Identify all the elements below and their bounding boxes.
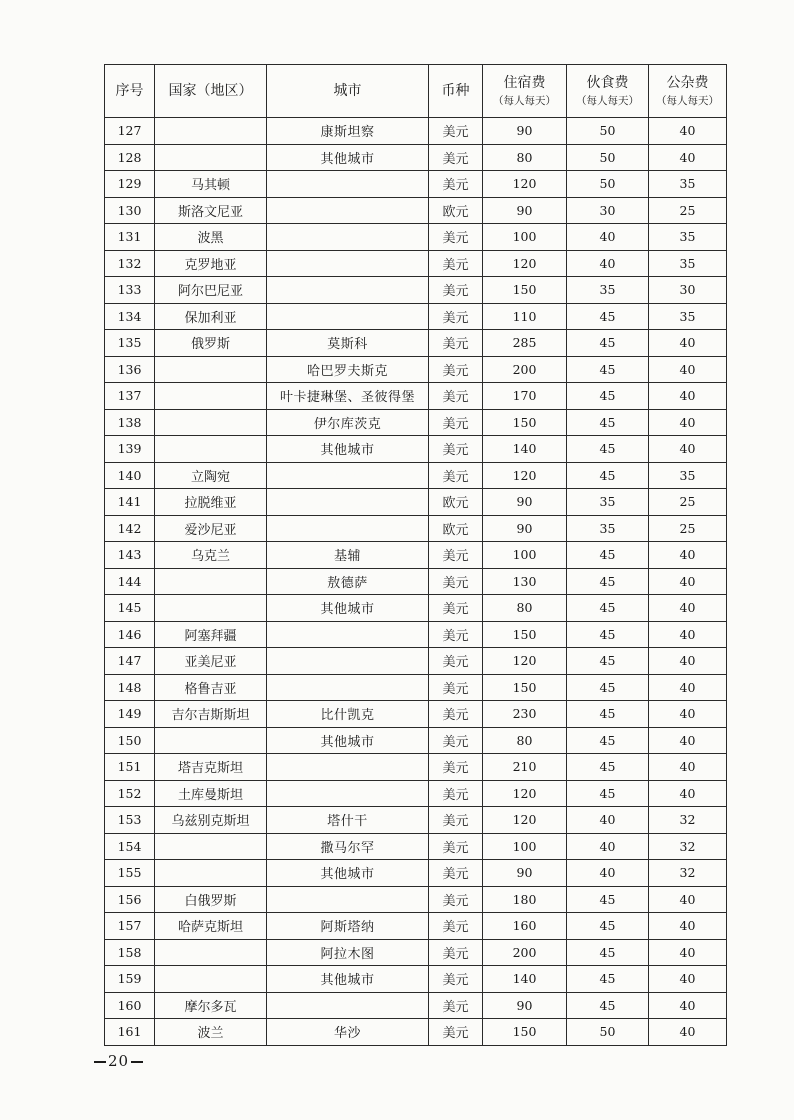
cell-meals: 30 (567, 197, 649, 224)
cell-misc: 40 (649, 383, 727, 410)
cell-city: 阿斯塔纳 (267, 913, 429, 940)
cell-currency: 欧元 (429, 197, 483, 224)
cell-lodging: 230 (483, 701, 567, 728)
cell-lodging: 120 (483, 250, 567, 277)
cell-lodging: 150 (483, 1019, 567, 1046)
cell-lodging: 90 (483, 860, 567, 887)
cell-lodging: 100 (483, 224, 567, 251)
cell-currency: 美元 (429, 595, 483, 622)
cell-country: 吉尔吉斯斯坦 (155, 701, 267, 728)
cell-country: 立陶宛 (155, 462, 267, 489)
expense-standards-table-container (104, 64, 726, 1046)
cell-country: 阿尔巴尼亚 (155, 277, 267, 304)
cell-meals: 45 (567, 436, 649, 463)
cell-meals: 45 (567, 701, 649, 728)
header-country: 国家（地区） (155, 65, 267, 118)
table-row (105, 992, 727, 1019)
cell-currency: 欧元 (429, 515, 483, 542)
cell-no: 130 (105, 197, 155, 224)
cell-misc: 40 (649, 621, 727, 648)
cell-meals: 45 (567, 727, 649, 754)
cell-no: 160 (105, 992, 155, 1019)
cell-meals: 45 (567, 648, 649, 675)
cell-no: 152 (105, 780, 155, 807)
table-row (105, 489, 727, 516)
cell-city (267, 171, 429, 198)
cell-city (267, 277, 429, 304)
cell-misc: 32 (649, 807, 727, 834)
cell-currency: 美元 (429, 780, 483, 807)
cell-city (267, 621, 429, 648)
table-row (105, 330, 727, 357)
table-body (105, 118, 727, 1046)
cell-country: 马其顿 (155, 171, 267, 198)
cell-misc: 40 (649, 595, 727, 622)
table-row (105, 807, 727, 834)
cell-meals: 45 (567, 966, 649, 993)
cell-currency: 美元 (429, 913, 483, 940)
header-currency: 币种 (429, 65, 483, 118)
cell-no: 161 (105, 1019, 155, 1046)
cell-meals: 45 (567, 754, 649, 781)
cell-lodging: 90 (483, 992, 567, 1019)
cell-misc: 35 (649, 250, 727, 277)
cell-country (155, 939, 267, 966)
table-row (105, 674, 727, 701)
table-row (105, 966, 727, 993)
header-meals: 伙食费 （每人每天） (567, 65, 649, 118)
cell-country (155, 727, 267, 754)
table-row (105, 118, 727, 145)
cell-currency: 美元 (429, 250, 483, 277)
cell-meals: 45 (567, 913, 649, 940)
cell-country: 亚美尼亚 (155, 648, 267, 675)
cell-city: 莫斯科 (267, 330, 429, 357)
cell-lodging: 90 (483, 197, 567, 224)
cell-lodging: 130 (483, 568, 567, 595)
cell-no: 145 (105, 595, 155, 622)
cell-city: 其他城市 (267, 144, 429, 171)
table-row (105, 568, 727, 595)
table-row (105, 860, 727, 887)
cell-misc: 40 (649, 913, 727, 940)
cell-city: 其他城市 (267, 436, 429, 463)
cell-lodging: 160 (483, 913, 567, 940)
cell-misc: 35 (649, 462, 727, 489)
cell-misc: 40 (649, 701, 727, 728)
cell-city (267, 674, 429, 701)
cell-currency: 美元 (429, 701, 483, 728)
cell-city: 其他城市 (267, 595, 429, 622)
cell-no: 157 (105, 913, 155, 940)
cell-lodging: 100 (483, 542, 567, 569)
cell-city (267, 250, 429, 277)
cell-no: 155 (105, 860, 155, 887)
table-row (105, 303, 727, 330)
cell-misc: 35 (649, 303, 727, 330)
cell-no: 159 (105, 966, 155, 993)
cell-currency: 美元 (429, 648, 483, 675)
cell-currency: 美元 (429, 118, 483, 145)
cell-no: 144 (105, 568, 155, 595)
cell-country: 摩尔多瓦 (155, 992, 267, 1019)
table-row (105, 913, 727, 940)
cell-city: 华沙 (267, 1019, 429, 1046)
cell-city (267, 515, 429, 542)
cell-meals: 40 (567, 860, 649, 887)
cell-currency: 美元 (429, 992, 483, 1019)
cell-city: 康斯坦察 (267, 118, 429, 145)
cell-lodging: 80 (483, 595, 567, 622)
cell-no: 136 (105, 356, 155, 383)
cell-misc: 32 (649, 833, 727, 860)
cell-no: 146 (105, 621, 155, 648)
cell-lodging: 140 (483, 966, 567, 993)
cell-country: 斯洛文尼亚 (155, 197, 267, 224)
cell-no: 147 (105, 648, 155, 675)
cell-meals: 40 (567, 250, 649, 277)
table-row (105, 780, 727, 807)
cell-lodging: 200 (483, 939, 567, 966)
cell-currency: 美元 (429, 171, 483, 198)
table-row (105, 1019, 727, 1046)
cell-currency: 美元 (429, 727, 483, 754)
cell-city: 敖德萨 (267, 568, 429, 595)
cell-lodging: 110 (483, 303, 567, 330)
cell-country: 俄罗斯 (155, 330, 267, 357)
cell-currency: 美元 (429, 330, 483, 357)
cell-misc: 40 (649, 436, 727, 463)
cell-country: 哈萨克斯坦 (155, 913, 267, 940)
cell-currency: 美元 (429, 303, 483, 330)
cell-city (267, 197, 429, 224)
cell-no: 131 (105, 224, 155, 251)
cell-country: 保加利亚 (155, 303, 267, 330)
cell-no: 135 (105, 330, 155, 357)
cell-no: 143 (105, 542, 155, 569)
cell-currency: 美元 (429, 939, 483, 966)
cell-currency: 美元 (429, 860, 483, 887)
table-row (105, 754, 727, 781)
cell-misc: 40 (649, 674, 727, 701)
cell-country: 格鲁吉亚 (155, 674, 267, 701)
cell-meals: 40 (567, 807, 649, 834)
cell-city: 叶卡捷琳堡、圣彼得堡 (267, 383, 429, 410)
cell-country: 爱沙尼亚 (155, 515, 267, 542)
cell-city: 塔什干 (267, 807, 429, 834)
cell-country (155, 436, 267, 463)
cell-meals: 45 (567, 303, 649, 330)
cell-lodging: 80 (483, 727, 567, 754)
header-row (105, 65, 727, 118)
cell-misc: 40 (649, 144, 727, 171)
cell-lodging: 90 (483, 515, 567, 542)
cell-meals: 35 (567, 515, 649, 542)
cell-meals: 45 (567, 356, 649, 383)
cell-no: 133 (105, 277, 155, 304)
cell-meals: 45 (567, 330, 649, 357)
cell-meals: 45 (567, 674, 649, 701)
cell-currency: 美元 (429, 1019, 483, 1046)
cell-city (267, 886, 429, 913)
cell-misc: 40 (649, 992, 727, 1019)
cell-misc: 40 (649, 754, 727, 781)
cell-lodging: 90 (483, 489, 567, 516)
table-row (105, 356, 727, 383)
cell-currency: 美元 (429, 383, 483, 410)
cell-currency: 美元 (429, 542, 483, 569)
cell-city: 基辅 (267, 542, 429, 569)
table-row (105, 436, 727, 463)
cell-country (155, 383, 267, 410)
cell-no: 138 (105, 409, 155, 436)
cell-lodging: 120 (483, 648, 567, 675)
cell-misc: 40 (649, 118, 727, 145)
cell-misc: 40 (649, 409, 727, 436)
cell-country (155, 833, 267, 860)
cell-meals: 45 (567, 462, 649, 489)
cell-lodging: 180 (483, 886, 567, 913)
cell-lodging: 120 (483, 462, 567, 489)
cell-country: 土库曼斯坦 (155, 780, 267, 807)
cell-city (267, 780, 429, 807)
table-row (105, 939, 727, 966)
cell-misc: 40 (649, 330, 727, 357)
cell-lodging: 200 (483, 356, 567, 383)
cell-country: 克罗地亚 (155, 250, 267, 277)
cell-city (267, 754, 429, 781)
cell-misc: 40 (649, 780, 727, 807)
cell-lodging: 150 (483, 409, 567, 436)
cell-city: 哈巴罗夫斯克 (267, 356, 429, 383)
cell-city (267, 303, 429, 330)
table-row (105, 224, 727, 251)
cell-misc: 40 (649, 356, 727, 383)
cell-no: 148 (105, 674, 155, 701)
table-row (105, 727, 727, 754)
table-row (105, 701, 727, 728)
cell-country (155, 356, 267, 383)
cell-currency: 美元 (429, 144, 483, 171)
cell-no: 153 (105, 807, 155, 834)
cell-misc: 35 (649, 171, 727, 198)
cell-misc: 25 (649, 489, 727, 516)
table-header (105, 65, 727, 118)
cell-country (155, 860, 267, 887)
cell-currency: 美元 (429, 409, 483, 436)
cell-meals: 35 (567, 489, 649, 516)
cell-no: 141 (105, 489, 155, 516)
cell-meals: 45 (567, 886, 649, 913)
cell-country: 白俄罗斯 (155, 886, 267, 913)
header-no: 序号 (105, 65, 155, 118)
cell-no: 154 (105, 833, 155, 860)
cell-misc: 40 (649, 727, 727, 754)
table-row (105, 462, 727, 489)
cell-meals: 45 (567, 542, 649, 569)
cell-lodging: 150 (483, 621, 567, 648)
cell-country: 波黑 (155, 224, 267, 251)
table-row (105, 250, 727, 277)
cell-lodging: 90 (483, 118, 567, 145)
cell-lodging: 150 (483, 674, 567, 701)
header-city: 城市 (267, 65, 429, 118)
cell-country (155, 568, 267, 595)
cell-lodging: 120 (483, 807, 567, 834)
page-number: 20 (92, 1052, 145, 1070)
table-row (105, 886, 727, 913)
table-row (105, 833, 727, 860)
cell-currency: 美元 (429, 674, 483, 701)
cell-meals: 45 (567, 383, 649, 410)
table-row (105, 197, 727, 224)
cell-country: 波兰 (155, 1019, 267, 1046)
cell-no: 149 (105, 701, 155, 728)
cell-misc: 30 (649, 277, 727, 304)
table-row (105, 515, 727, 542)
table-row (105, 648, 727, 675)
cell-misc: 40 (649, 542, 727, 569)
cell-meals: 45 (567, 780, 649, 807)
cell-currency: 欧元 (429, 489, 483, 516)
cell-city: 其他城市 (267, 860, 429, 887)
cell-country (155, 595, 267, 622)
cell-meals: 45 (567, 939, 649, 966)
cell-meals: 45 (567, 621, 649, 648)
cell-misc: 25 (649, 515, 727, 542)
table-row (105, 409, 727, 436)
cell-currency: 美元 (429, 277, 483, 304)
cell-misc: 40 (649, 568, 727, 595)
table-row (105, 542, 727, 569)
cell-lodging: 80 (483, 144, 567, 171)
cell-city (267, 648, 429, 675)
cell-meals: 45 (567, 568, 649, 595)
cell-lodging: 140 (483, 436, 567, 463)
cell-no: 140 (105, 462, 155, 489)
cell-currency: 美元 (429, 436, 483, 463)
cell-country (155, 144, 267, 171)
cell-meals: 45 (567, 595, 649, 622)
cell-no: 127 (105, 118, 155, 145)
cell-meals: 45 (567, 409, 649, 436)
cell-lodging: 150 (483, 277, 567, 304)
cell-lodging: 210 (483, 754, 567, 781)
cell-currency: 美元 (429, 568, 483, 595)
cell-currency: 美元 (429, 754, 483, 781)
cell-lodging: 285 (483, 330, 567, 357)
header-lodging: 住宿费 （每人每天） (483, 65, 567, 118)
cell-currency: 美元 (429, 462, 483, 489)
expense-standards-table (104, 64, 727, 1046)
header-misc: 公杂费 （每人每天） (649, 65, 727, 118)
cell-no: 129 (105, 171, 155, 198)
cell-misc: 40 (649, 1019, 727, 1046)
cell-currency: 美元 (429, 224, 483, 251)
cell-meals: 50 (567, 144, 649, 171)
cell-currency: 美元 (429, 807, 483, 834)
cell-currency: 美元 (429, 833, 483, 860)
cell-lodging: 170 (483, 383, 567, 410)
cell-country: 乌兹别克斯坦 (155, 807, 267, 834)
cell-meals: 50 (567, 118, 649, 145)
cell-no: 151 (105, 754, 155, 781)
cell-country (155, 966, 267, 993)
cell-meals: 50 (567, 171, 649, 198)
cell-no: 150 (105, 727, 155, 754)
cell-misc: 40 (649, 966, 727, 993)
cell-country: 阿塞拜疆 (155, 621, 267, 648)
cell-city: 撒马尔罕 (267, 833, 429, 860)
cell-no: 132 (105, 250, 155, 277)
table-row (105, 277, 727, 304)
cell-meals: 45 (567, 992, 649, 1019)
cell-city (267, 224, 429, 251)
cell-misc: 40 (649, 648, 727, 675)
cell-misc: 35 (649, 224, 727, 251)
cell-meals: 35 (567, 277, 649, 304)
table-row (105, 383, 727, 410)
cell-no: 134 (105, 303, 155, 330)
cell-city (267, 489, 429, 516)
cell-no: 142 (105, 515, 155, 542)
cell-country: 拉脱维亚 (155, 489, 267, 516)
cell-misc: 25 (649, 197, 727, 224)
cell-misc: 32 (649, 860, 727, 887)
cell-country: 塔吉克斯坦 (155, 754, 267, 781)
table-row (105, 171, 727, 198)
cell-city: 比什凯克 (267, 701, 429, 728)
cell-lodging: 120 (483, 780, 567, 807)
cell-meals: 40 (567, 833, 649, 860)
table-row (105, 595, 727, 622)
cell-lodging: 100 (483, 833, 567, 860)
cell-no: 158 (105, 939, 155, 966)
cell-no: 156 (105, 886, 155, 913)
cell-currency: 美元 (429, 886, 483, 913)
cell-no: 139 (105, 436, 155, 463)
cell-no: 128 (105, 144, 155, 171)
cell-country: 乌克兰 (155, 542, 267, 569)
cell-meals: 50 (567, 1019, 649, 1046)
table-row (105, 621, 727, 648)
cell-currency: 美元 (429, 356, 483, 383)
cell-city: 其他城市 (267, 966, 429, 993)
table-row (105, 144, 727, 171)
cell-meals: 40 (567, 224, 649, 251)
cell-no: 137 (105, 383, 155, 410)
cell-country (155, 118, 267, 145)
cell-city: 其他城市 (267, 727, 429, 754)
cell-misc: 40 (649, 939, 727, 966)
cell-lodging: 120 (483, 171, 567, 198)
cell-city (267, 992, 429, 1019)
cell-country (155, 409, 267, 436)
cell-currency: 美元 (429, 621, 483, 648)
cell-misc: 40 (649, 886, 727, 913)
cell-currency: 美元 (429, 966, 483, 993)
cell-city: 伊尔库茨克 (267, 409, 429, 436)
cell-city (267, 462, 429, 489)
cell-city: 阿拉木图 (267, 939, 429, 966)
